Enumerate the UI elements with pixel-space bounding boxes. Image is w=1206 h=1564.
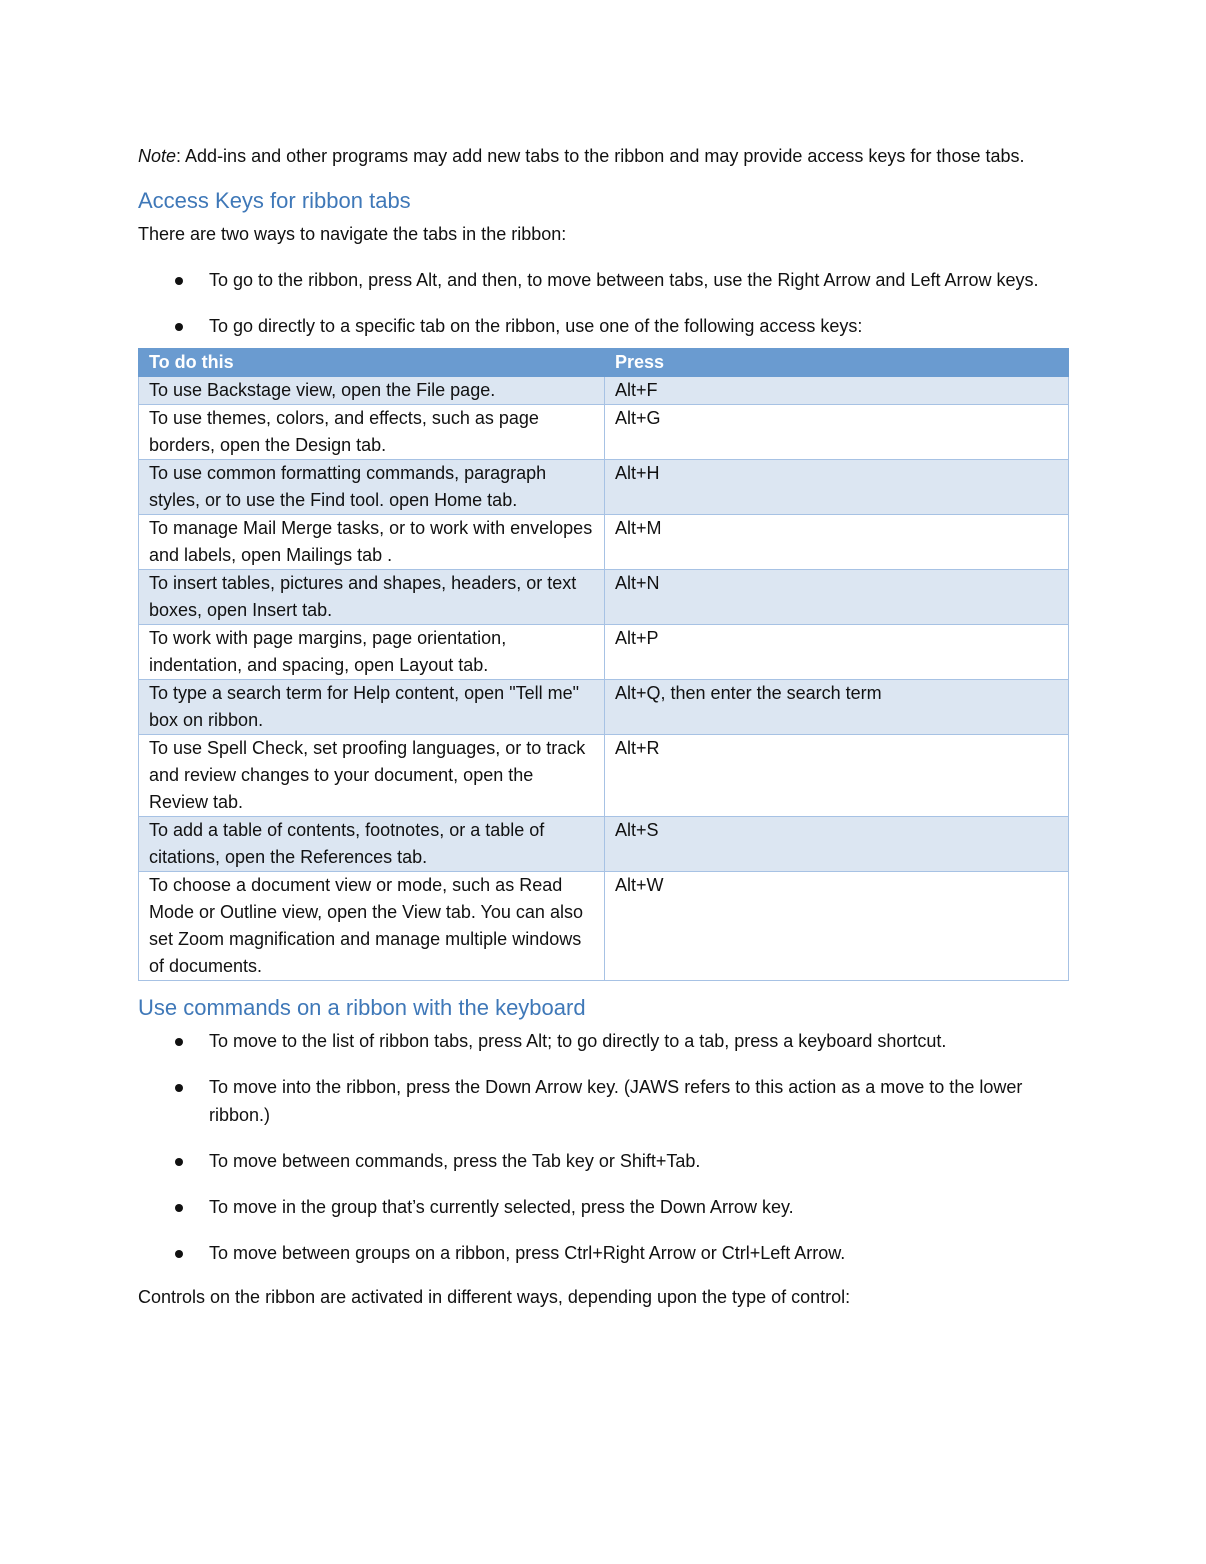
access-keys-table: [138, 348, 1069, 981]
list-item: To go directly to a specific tab on the ribbon, use one of the following access keys:: [138, 312, 1073, 340]
list-item: To go to the ribbon, press Alt, and then, to move between tabs, use the Right Arrow and Left Arrow keys.: [138, 266, 1073, 294]
document-page: [138, 142, 1073, 1311]
section-heading-access-keys: Access Keys for ribbon tabs: [138, 188, 411, 213]
table-row: [139, 735, 1069, 817]
note-paragraph: [138, 142, 1028, 170]
action-cell: To choose a document view or mode, such as Read Mode or Outline view, open the View tab. You can also set Zoom magnification and manage multiple windows of documents.: [139, 872, 605, 981]
table-row: [139, 680, 1069, 735]
closing-paragraph: Controls on the ribbon are activated in different ways, depending upon the type of control:: [138, 1287, 851, 1307]
action-cell: To type a search term for Help content, open "Tell me" box on ribbon.: [139, 680, 605, 735]
table-row: [139, 872, 1069, 981]
table-row: [139, 377, 1069, 405]
action-cell: To insert tables, pictures and shapes, headers, or text boxes, open Insert tab.: [139, 570, 605, 625]
intro-paragraph: There are two ways to navigate the tabs in the ribbon:: [138, 224, 567, 244]
shortcut-cell: Alt+W: [605, 872, 1069, 981]
action-cell: To use Spell Check, set proofing languages, or to track and review changes to your document, open the Review tab.: [139, 735, 605, 817]
column-header-action: To do this: [139, 349, 605, 377]
action-cell: To manage Mail Merge tasks, or to work with envelopes and labels, open Mailings tab .: [139, 515, 605, 570]
bullet-list: [138, 1027, 1073, 1267]
shortcut-cell: Alt+H: [605, 460, 1069, 515]
shortcut-cell: Alt+N: [605, 570, 1069, 625]
table-row: [139, 625, 1069, 680]
action-cell: To use common formatting commands, paragraph styles, or to use the Find tool. open Home tab.: [139, 460, 605, 515]
action-cell: To use Backstage view, open the File page.: [139, 377, 605, 405]
shortcut-cell: Alt+S: [605, 817, 1069, 872]
list-item: To move between groups on a ribbon, press Ctrl+Right Arrow or Ctrl+Left Arrow.: [138, 1239, 1073, 1267]
action-cell: To use themes, colors, and effects, such as page borders, open the Design tab.: [139, 405, 605, 460]
shortcut-cell: Alt+Q, then enter the search term: [605, 680, 1069, 735]
table-row: [139, 817, 1069, 872]
note-text: : Add-ins and other programs may add new tabs to the ribbon and may provide access keys for those tabs.: [176, 146, 1025, 166]
list-item: To move to the list of ribbon tabs, press Alt; to go directly to a tab, press a keyboard shortcut.: [138, 1027, 1073, 1055]
shortcut-cell: Alt+M: [605, 515, 1069, 570]
bullet-list: [138, 266, 1073, 340]
shortcut-cell: Alt+P: [605, 625, 1069, 680]
list-item: To move between commands, press the Tab key or Shift+Tab.: [138, 1147, 1073, 1175]
list-item: To move in the group that’s currently selected, press the Down Arrow key.: [138, 1193, 1073, 1221]
shortcut-cell: Alt+R: [605, 735, 1069, 817]
action-cell: To add a table of contents, footnotes, or a table of citations, open the References tab.: [139, 817, 605, 872]
list-item: To move into the ribbon, press the Down Arrow key. (JAWS refers to this action as a move to the lower ribbon.): [138, 1073, 1073, 1129]
column-header-press: Press: [605, 349, 1069, 377]
shortcut-cell: Alt+F: [605, 377, 1069, 405]
table-row: [139, 460, 1069, 515]
note-label: Note: [138, 146, 177, 166]
section-heading-ribbon-commands: Use commands on a ribbon with the keyboard: [138, 995, 586, 1020]
table-header-row: [139, 349, 1069, 377]
action-cell: To work with page margins, page orientation, indentation, and spacing, open Layout tab.: [139, 625, 605, 680]
shortcut-cell: Alt+G: [605, 405, 1069, 460]
table-row: [139, 515, 1069, 570]
table-row: [139, 570, 1069, 625]
table-row: [139, 405, 1069, 460]
